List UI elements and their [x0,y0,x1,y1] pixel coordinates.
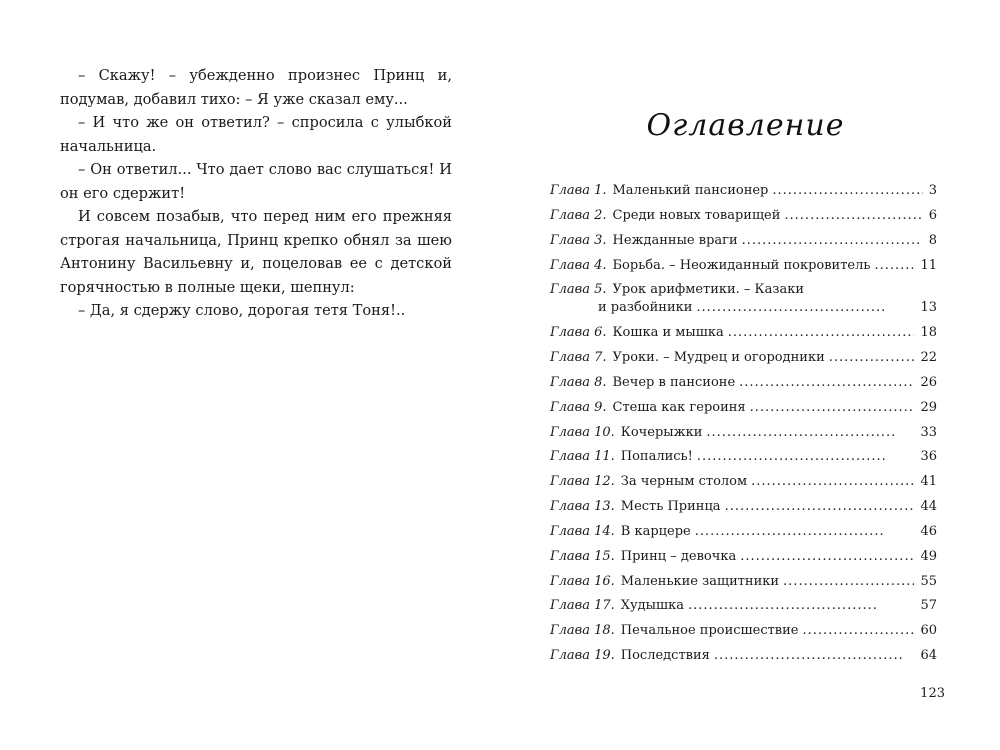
chapter-title: Месть Принца [620,499,721,514]
toc-entry[interactable] [550,324,937,342]
chapter-page: 41 [920,474,937,489]
chapter-title: Маленькие защитники [620,574,780,589]
toc-title: Оглавление [646,108,845,143]
paragraph: – И что же он ответил? – спросила с улыбкой начальница. [60,114,452,155]
paragraph: – Да, я сдержу слово, дорогая тетя Тоня!.. [78,302,406,319]
chapter-label: Глава 7. [550,350,607,365]
leader-dots [714,647,904,665]
toc-entry[interactable] [550,232,937,250]
chapter-page: 60 [920,623,937,638]
toc-entry[interactable] [550,473,937,491]
chapter-label: Глава 8. [550,375,607,390]
chapter-label: Глава 18. [550,623,615,638]
toc-entry[interactable] [550,349,937,367]
leader-dots [695,523,885,541]
chapter-page: 29 [920,400,937,415]
chapter-page: 64 [920,648,937,663]
leader-dots [750,399,915,417]
chapter-page: 8 [928,233,937,248]
chapter-page: 36 [920,449,937,464]
chapter-page: 44 [920,499,937,514]
leader-dots [725,498,915,516]
chapter-label: Глава 15. [550,549,615,564]
toc-entry[interactable] [550,257,937,275]
chapter-page: 6 [928,208,937,223]
chapter-title: Стеша как героиня [612,400,746,415]
chapter-page: 22 [920,350,937,365]
toc-entry[interactable] [550,622,937,640]
toc-entry[interactable] [550,597,937,615]
leader-dots [784,207,922,225]
chapter-title: Принц – девочка [620,549,737,564]
toc-entry[interactable] [550,182,937,200]
chapter-label: Глава 6. [550,325,607,340]
toc-entry[interactable] [550,573,937,591]
leader-dots [697,448,887,466]
chapter-page: 26 [920,375,937,390]
leader-dots [728,324,915,342]
chapter-title: Печальное происшествие [620,623,799,638]
chapter-title-continued: и разбойники [598,300,693,315]
toc-entry[interactable] [550,647,937,665]
chapter-label: Глава 4. [550,258,607,273]
chapter-label: Глава 12. [550,474,615,489]
leader-dots [783,573,914,591]
chapter-page: 57 [920,598,937,613]
leader-dots [772,182,922,200]
toc-entry[interactable] [550,498,937,516]
toc-entry[interactable] [550,448,937,466]
chapter-title: В карцере [620,524,691,539]
leader-dots [829,349,915,367]
leader-dots [739,374,914,392]
chapter-label: Глава 14. [550,524,615,539]
chapter-label: Глава 13. [550,499,615,514]
paragraph: – Он ответил... Что дает слово вас слушаться! И он его сдержит! [60,161,452,202]
chapter-title: Урок арифметики. – Казаки [612,282,805,297]
chapter-title: Маленький пансионер [612,183,769,198]
leader-dots [740,548,914,566]
chapter-title: Уроки. – Мудрец и огородники [612,350,825,365]
chapter-title: Последствия [620,648,710,663]
chapter-label: Глава 2. [550,208,607,223]
chapter-page: 49 [920,549,937,564]
paragraph: И совсем позабыв, что перед ним его прежняя строгая начальница, Принц крепко обнял за шею Антонину Васильевну и, поцеловав ее с детской горячностью в полные щеки, шепнул: [60,208,452,296]
chapter-label: Глава 9. [550,400,607,415]
chapter-title: Кошка и мышка [612,325,724,340]
chapter-title: За черным столом [620,474,748,489]
page-number: 123 [920,686,945,701]
toc-entry[interactable] [550,424,937,442]
chapter-title: Попались! [620,449,693,464]
chapter-page: 55 [920,574,937,589]
leader-dots [802,622,914,640]
toc-entry[interactable] [550,523,937,541]
leader-dots [696,299,886,317]
chapter-label: Глава 11. [550,449,615,464]
chapter-title: Нежданные враги [612,233,738,248]
leader-dots [688,597,878,615]
toc-entry[interactable] [550,548,937,566]
chapter-page: 3 [928,183,937,198]
left-page-text [60,64,452,323]
chapter-label: Глава 10. [550,425,615,440]
paragraph: – Скажу! – убежденно произнес Принц и, подумав, добавил тихо: – Я уже сказал ему... [60,67,452,108]
chapter-label: Глава 3. [550,233,607,248]
chapter-label: Глава 17. [550,598,615,613]
chapter-label: Глава 1. [550,183,607,198]
chapter-label: Глава 5. [550,282,607,297]
chapter-label: Глава 16. [550,574,615,589]
toc-entry[interactable] [550,399,937,417]
chapter-page: 13 [920,300,937,315]
leader-dots [742,232,922,250]
leader-dots [706,424,896,442]
chapter-title: Борьба. – Неожиданный покровитель [612,258,871,273]
chapter-page: 11 [920,258,937,273]
chapter-page: 33 [920,425,937,440]
chapter-label: Глава 19. [550,648,615,663]
toc-entry[interactable] [550,281,937,317]
leader-dots [874,257,914,275]
chapter-title: Кочерыжки [620,425,703,440]
chapter-title: Среди новых товарищей [612,208,781,223]
leader-dots [751,473,914,491]
toc-entry[interactable] [550,374,937,392]
chapter-title: Худышка [620,598,684,613]
chapter-page: 18 [920,325,937,340]
chapter-page: 46 [920,524,937,539]
toc-entry[interactable] [550,207,937,225]
chapter-title: Вечер в пансионе [612,375,736,390]
